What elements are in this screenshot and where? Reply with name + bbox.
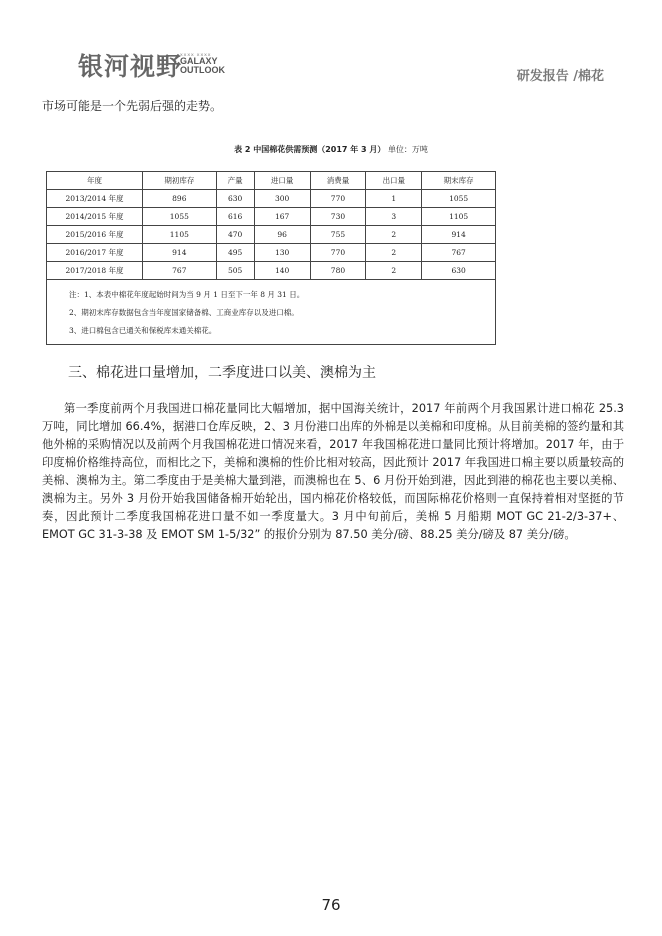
table-cell: 495 bbox=[216, 244, 254, 262]
table-notes bbox=[47, 280, 496, 345]
table-note-2: 2、期初末库存数据包含当年度国家储备棉、工商业库存以及进口棉。 bbox=[69, 308, 299, 317]
logo-outlook: OUTLOOK bbox=[180, 65, 225, 75]
table-cell: 630 bbox=[216, 190, 254, 208]
table-cell: 1105 bbox=[143, 226, 217, 244]
table-cell: 770 bbox=[310, 190, 366, 208]
table-note-1: 注：1、本表中棉花年度起始时间为当 9 月 1 日至下一年 8 月 31 日。 bbox=[69, 290, 305, 299]
table-cell: 730 bbox=[310, 208, 366, 226]
table-cell: 2017/2018 年度 bbox=[47, 262, 143, 280]
table-cell: 1055 bbox=[143, 208, 217, 226]
table-cell: 2015/2016 年度 bbox=[47, 226, 143, 244]
table-cell: 300 bbox=[254, 190, 310, 208]
col-header-year: 年度 bbox=[47, 172, 143, 190]
table-cell: 914 bbox=[422, 226, 496, 244]
col-header-exports: 出口量 bbox=[366, 172, 422, 190]
report-category: 研发报告 /棉花 bbox=[516, 69, 604, 84]
table-cell: 2016/2017 年度 bbox=[47, 244, 143, 262]
table-cell: 1055 bbox=[422, 190, 496, 208]
table-cell: 2 bbox=[366, 244, 422, 262]
table-cell: 780 bbox=[310, 262, 366, 280]
cotton-supply-demand-table bbox=[46, 171, 496, 345]
table-cell: 1 bbox=[366, 190, 422, 208]
logo-english bbox=[180, 52, 225, 75]
table-row bbox=[47, 262, 496, 280]
table-cell: 770 bbox=[310, 244, 366, 262]
table-cell: 755 bbox=[310, 226, 366, 244]
table-row bbox=[47, 244, 496, 262]
table-row bbox=[47, 190, 496, 208]
logo-tiny-text: XXXX XXXX bbox=[180, 52, 212, 57]
table-row bbox=[47, 208, 496, 226]
section-title: 三、棉花进口量增加，二季度进口以美、澳棉为主 bbox=[68, 365, 376, 381]
col-header-production: 产量 bbox=[216, 172, 254, 190]
body-paragraph: 第一季度前两个月我国进口棉花量同比大幅增加，据中国海关统计，2017 年前两个月我国累计进口棉花 25.3 万吨，同比增加 66.4%，据港口仓库反映，2、3 月份港口出库的外棉是以美棉和印度棉。从目前美棉的签约量和其他外棉的采购情况以及前两个月我国棉花进口情况来看，2017 年我国棉花进口量同比预计将增加。2017 年，由于印度棉价格维持高位，而相比之下，美棉和澳棉的性价比相对较高，因此预计 2017 年我国进口棉主要以质量较高的美棉、澳棉为主。第二季度由于是美棉大量到港，而澳棉也在 5、6 月份开始到港，因此到港的棉花也主要以美棉、澳棉为主。另外 3 月份开始我国储备棉开始轮出，国内棉花价格较低，而国际棉花价格则一直保持着相对坚挺的节奏，因此预计二季度我国棉花进口量不如一季度量大。3 月中旬前后，美棉 5 月船期 MOT GC 21-2/3-37+、EMOT GC 31-3-38 及 EMOT SM 1-5/32” 的报价分别为 87.50 美分/磅、88.25 美分/磅及 87 美分/磅。 bbox=[42, 402, 624, 541]
table-cell: 2 bbox=[366, 226, 422, 244]
table-cell: 470 bbox=[216, 226, 254, 244]
table-cell: 616 bbox=[216, 208, 254, 226]
table-caption-unit: 单位：万吨 bbox=[387, 145, 428, 154]
table-cell: 767 bbox=[422, 244, 496, 262]
table-notes-row bbox=[47, 280, 496, 345]
table-cell: 1105 bbox=[422, 208, 496, 226]
col-header-consumption: 消费量 bbox=[310, 172, 366, 190]
logo-chinese: 银河视野 bbox=[78, 52, 183, 81]
table-note-3: 3、进口棉包含已通关和保税库未通关棉花。 bbox=[69, 326, 217, 335]
table-cell: 505 bbox=[216, 262, 254, 280]
logo-galaxy: GALAXY bbox=[180, 56, 218, 66]
table-cell: 767 bbox=[143, 262, 217, 280]
table-cell: 130 bbox=[254, 244, 310, 262]
table-caption bbox=[0, 144, 662, 155]
col-header-imports: 进口量 bbox=[254, 172, 310, 190]
table-cell: 2014/2015 年度 bbox=[47, 208, 143, 226]
table-cell: 914 bbox=[143, 244, 217, 262]
page-header bbox=[0, 0, 662, 95]
col-header-opening-stock: 期初库存 bbox=[143, 172, 217, 190]
table-cell: 3 bbox=[366, 208, 422, 226]
table-cell: 167 bbox=[254, 208, 310, 226]
table-caption-title: 表 2 中国棉花供需预测（2017 年 3 月） bbox=[234, 145, 386, 154]
page-number: 76 bbox=[321, 896, 341, 914]
intro-text: 市场可能是一个先弱后强的走势。 bbox=[42, 99, 223, 113]
table-cell: 630 bbox=[422, 262, 496, 280]
table-row bbox=[47, 226, 496, 244]
table-cell: 140 bbox=[254, 262, 310, 280]
table-header-row bbox=[47, 172, 496, 190]
col-header-ending-stock: 期末库存 bbox=[422, 172, 496, 190]
table-cell: 2 bbox=[366, 262, 422, 280]
table-cell: 2013/2014 年度 bbox=[47, 190, 143, 208]
table-cell: 96 bbox=[254, 226, 310, 244]
table-cell: 896 bbox=[143, 190, 217, 208]
